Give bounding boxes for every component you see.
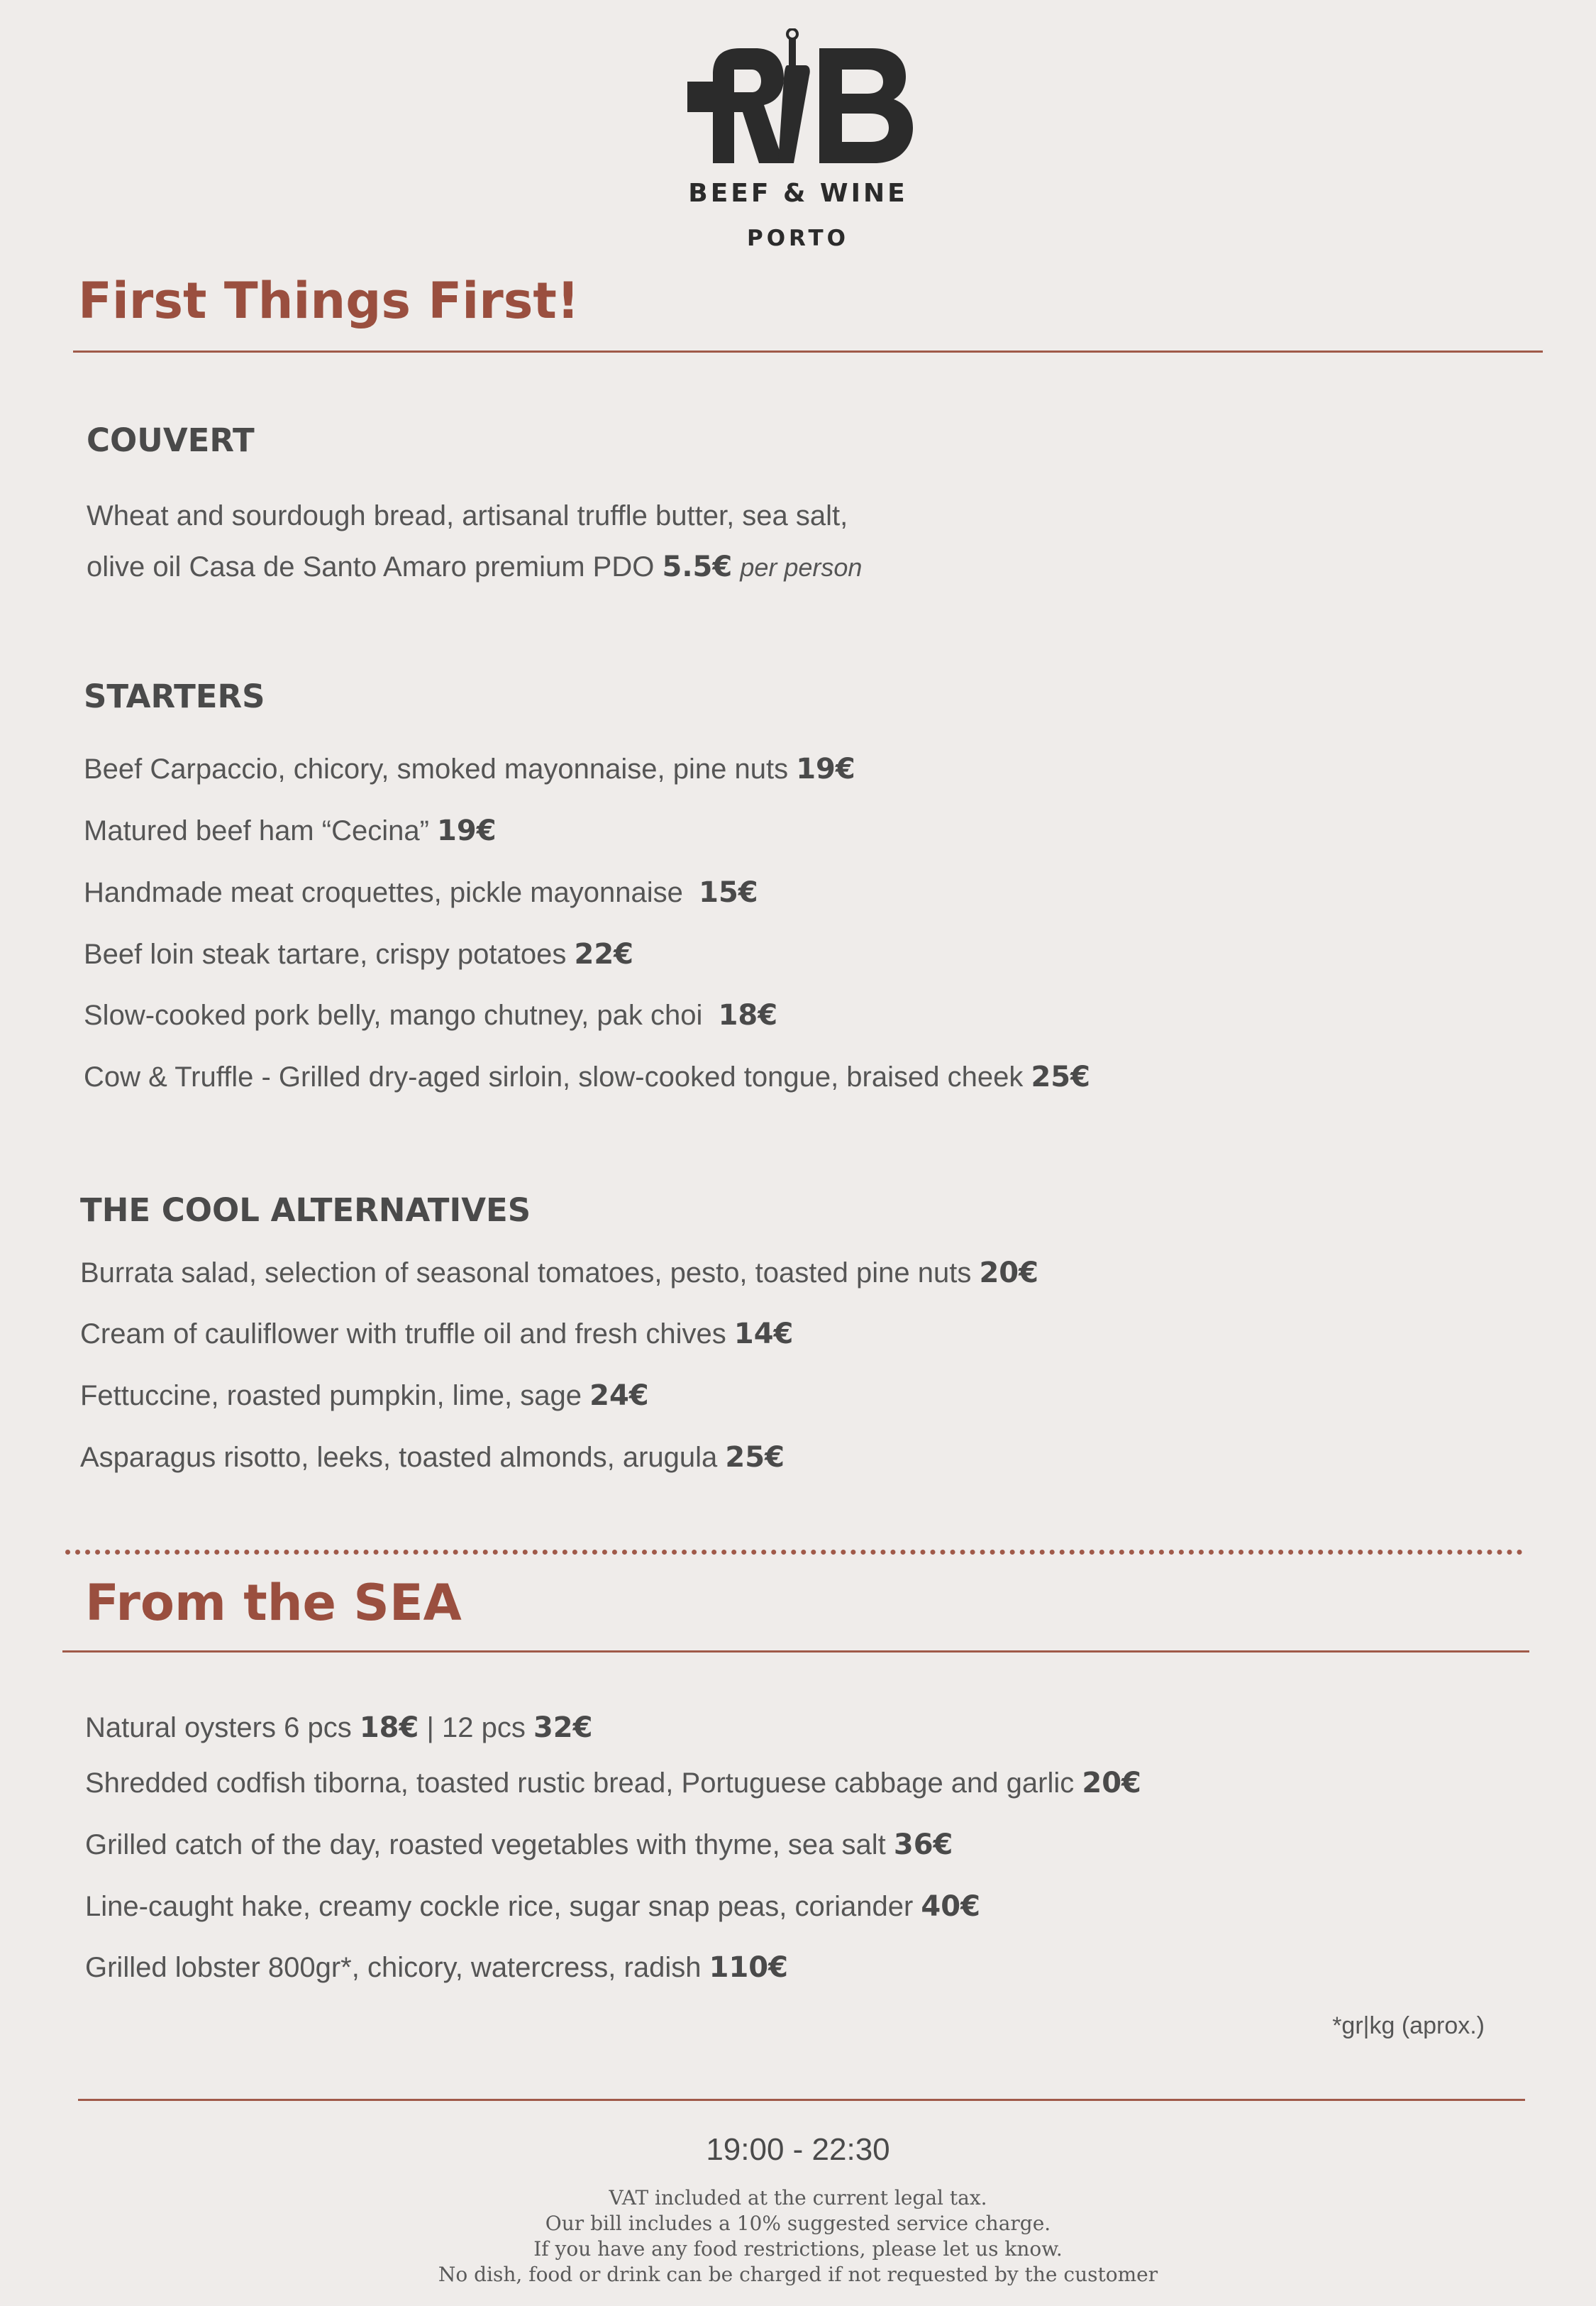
menu-item — [84, 753, 855, 785]
logo-letter-b — [819, 48, 913, 163]
logo-knife — [778, 29, 810, 163]
section-divider — [73, 351, 1543, 353]
menu-item — [84, 876, 758, 909]
menu-item — [80, 1379, 649, 1412]
item-name: Beef loin steak tartare, crispy potatoes — [84, 939, 567, 970]
item-name: Natural oysters 6 pcs — [85, 1712, 352, 1743]
menu-item — [80, 1441, 785, 1474]
item-price: 14€ — [733, 1318, 794, 1350]
menu-item — [85, 1767, 1141, 1799]
menu-item — [85, 1890, 980, 1923]
couvert-line-1: Wheat and sourdough bread, artisanal truffle butter, sea salt, — [87, 500, 848, 531]
item-price: 18€ — [718, 999, 778, 1032]
item-price: 22€ — [574, 938, 633, 971]
menu-item — [85, 1951, 788, 1984]
item-price: 20€ — [979, 1257, 1038, 1289]
alternatives-heading: THE COOL ALTERNATIVES — [80, 1191, 531, 1229]
item-price: 40€ — [921, 1890, 980, 1923]
item-name: Slow-cooked pork belly, mango chutney, pak choi — [84, 1000, 703, 1031]
item-price: 18€ — [359, 1711, 419, 1744]
section-title-sea: From the SEA — [85, 1574, 462, 1632]
menu-item — [85, 1828, 953, 1861]
menu-item — [80, 1257, 1038, 1289]
item-name: Burrata salad, selection of seasonal tomatoes, pesto, toasted pine nuts — [80, 1257, 972, 1289]
menu-item — [84, 999, 777, 1032]
item-name: Grilled catch of the day, roasted vegetables with thyme, sea salt — [85, 1829, 886, 1860]
item-name: Shredded codfish tiborna, toasted rustic bread, Portuguese cabbage and garlic — [85, 1767, 1075, 1799]
couvert-line-2 — [87, 551, 862, 583]
item-name: Handmade meat croquettes, pickle mayonnaise — [84, 877, 683, 908]
item-price: 110€ — [709, 1951, 788, 1984]
rib-logo — [685, 28, 919, 170]
item-price: 25€ — [1031, 1061, 1090, 1093]
item-price: 20€ — [1082, 1767, 1141, 1799]
menu-item — [84, 938, 633, 971]
item-name: Matured beef ham “Cecina” — [84, 815, 429, 846]
couvert-unit: per person — [740, 553, 863, 582]
item-price: 24€ — [589, 1379, 649, 1412]
menu-item — [84, 1061, 1090, 1093]
menu-item — [84, 815, 497, 847]
item-price: 15€ — [699, 876, 758, 909]
starters-heading: STARTERS — [84, 678, 265, 715]
opening-hours: 19:00 - 22:30 — [706, 2132, 890, 2167]
section-divider — [62, 1650, 1529, 1653]
item-name: Line-caught hake, creamy cockle rice, sugar snap peas, coriander — [85, 1891, 914, 1922]
couvert-desc: olive oil Casa de Santo Amaro premium PDO — [87, 551, 655, 583]
couvert-heading: COUVERT — [87, 421, 255, 459]
weight-footnote: *gr|kg (aprox.) — [1332, 2012, 1485, 2039]
legal-note: Our bill includes a 10% suggested service charge. — [545, 2212, 1051, 2235]
brand-city: PORTO — [746, 226, 850, 251]
item-price: 25€ — [725, 1441, 785, 1474]
legal-note: If you have any food restrictions, please let us know. — [533, 2237, 1063, 2261]
item-name: Cow & Truffle - Grilled dry-aged sirloin, slow-cooked tongue, braised cheek — [84, 1061, 1024, 1093]
item-price: 19€ — [796, 753, 855, 785]
item-name: Beef Carpaccio, chicory, smoked mayonnaise, pine nuts — [84, 754, 789, 785]
legal-note: No dish, food or drink can be charged if not requested by the customer — [438, 2263, 1158, 2286]
couvert-price: 5.5€ — [662, 551, 733, 583]
item-name: Grilled lobster 800gr*, chicory, watercress, radish — [85, 1952, 702, 1983]
item-name: Cream of cauliflower with truffle oil and fresh chives — [80, 1318, 726, 1350]
footer-divider — [78, 2099, 1525, 2101]
item-name: Asparagus risotto, leeks, toasted almonds, arugula — [80, 1442, 718, 1473]
oysters-item — [85, 1711, 592, 1744]
section-title-first: First Things First! — [78, 272, 580, 330]
item-price: 19€ — [437, 815, 497, 847]
item-name: Fettuccine, roasted pumpkin, lime, sage — [80, 1380, 582, 1411]
item-price: 36€ — [893, 1828, 953, 1861]
price-separator: | — [426, 1712, 434, 1743]
item-name: 12 pcs — [441, 1712, 526, 1743]
dotted-divider — [65, 1550, 1523, 1555]
legal-note: VAT included at the current legal tax. — [609, 2186, 987, 2210]
menu-item — [80, 1318, 793, 1350]
item-price: 32€ — [533, 1711, 593, 1744]
brand-tagline: BEEF & WINE — [688, 179, 908, 208]
logo-letter-r — [687, 48, 784, 163]
